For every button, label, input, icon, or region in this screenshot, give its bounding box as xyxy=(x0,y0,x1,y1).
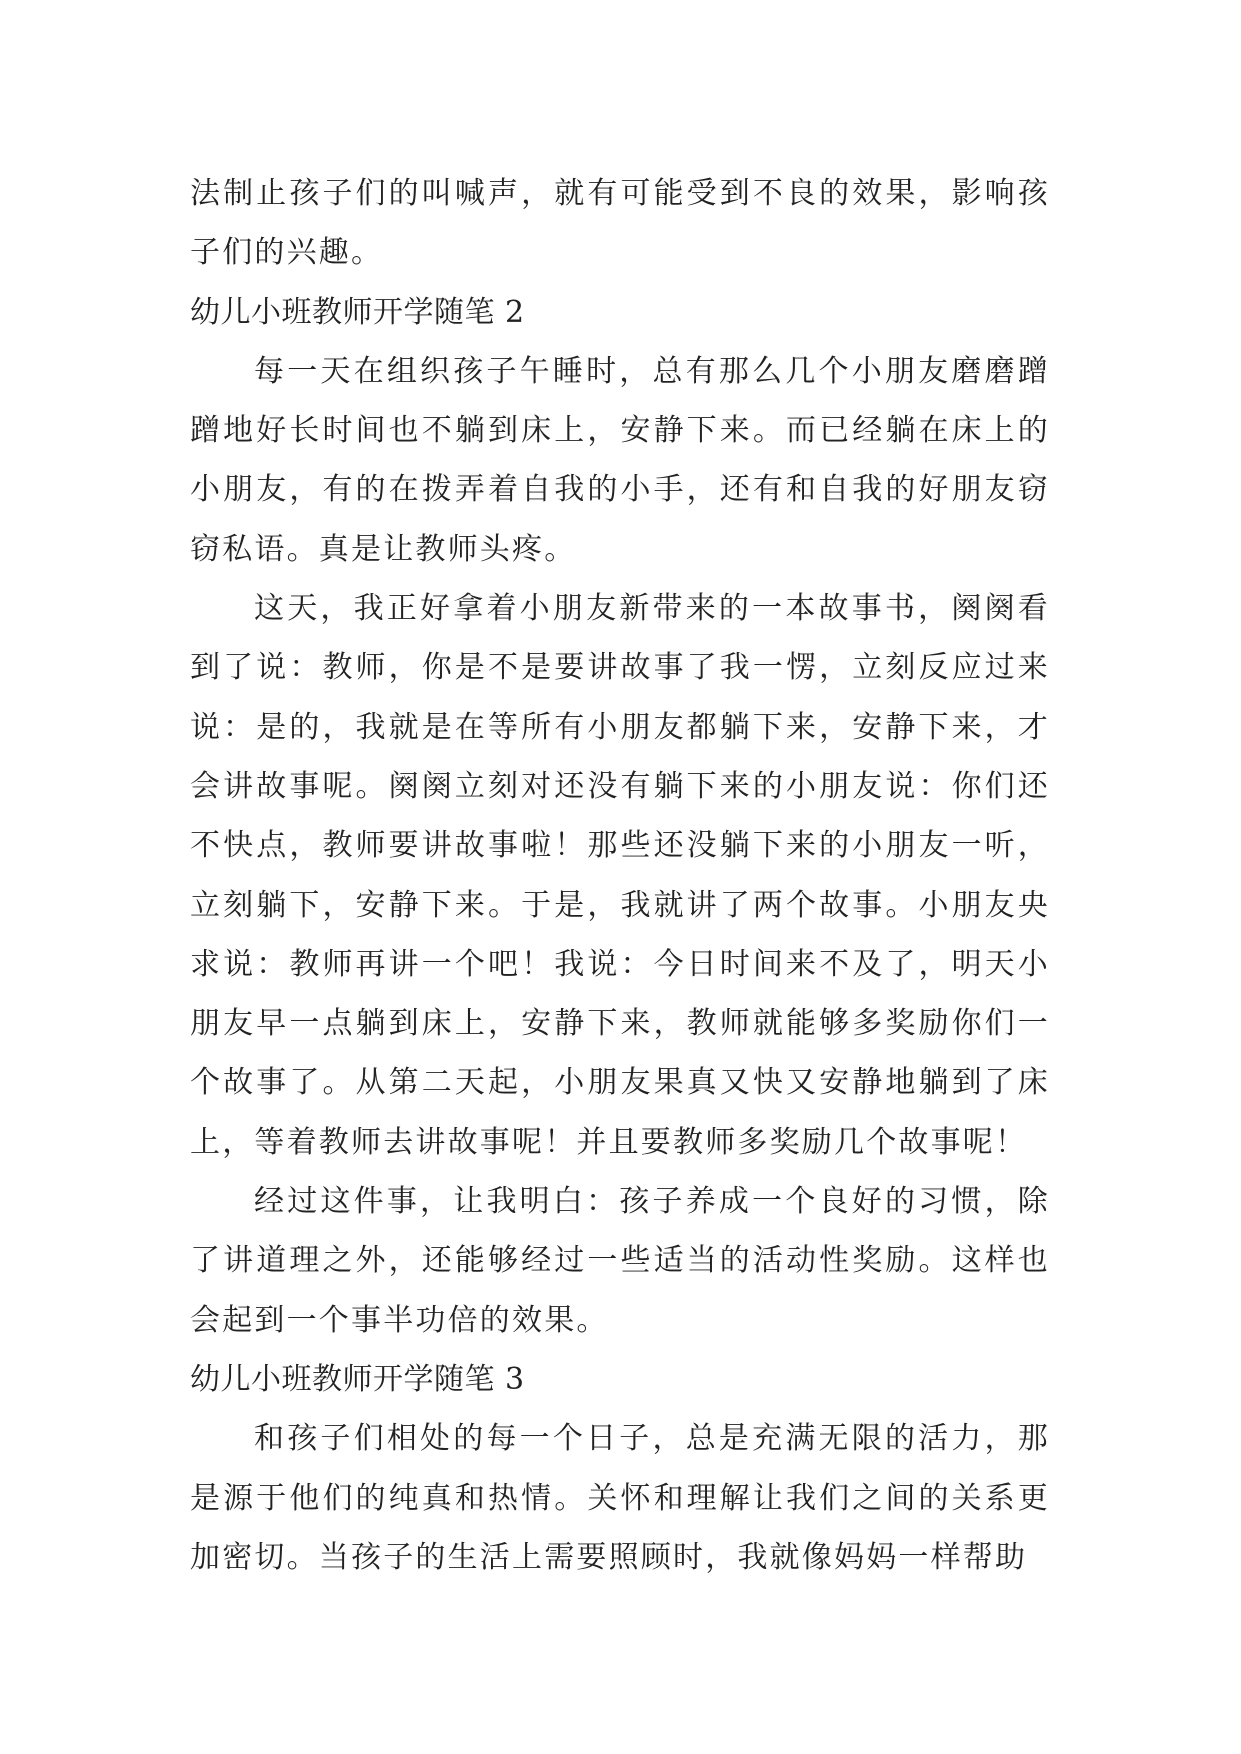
paragraph: 和孩子们相处的每一个日子，总是充满无限的活力，那是源于他们的纯真和热情。关怀和理解让我们之间的关系更加密切。当孩子的生活上需要照顾时，我就像妈妈一样帮助 xyxy=(190,1421,1050,1575)
paragraph: 经过这件事，让我明白：孩子养成一个良好的习惯，除了讲道理之外，还能够经过一些适当的活动性奖励。这样也会起到一个事半功倍的效果。 xyxy=(190,1184,1050,1338)
document-body xyxy=(190,164,1050,1587)
section-heading-3: 幼儿小班教师开学随笔 3 xyxy=(190,1361,525,1397)
paragraph: 每一天在组织孩子午睡时，总有那么几个小朋友磨磨蹭蹭地好长时间也不躺到床上，安静下来。而已经躺在床上的小朋友，有的在拨弄着自我的小手，还有和自我的好朋友窃窃私语。真是让教师头疼。 xyxy=(190,353,1050,567)
paragraph-continuation: 法制止孩子们的叫喊声，就有可能受到不良的效果，影响孩子们的兴趣。 xyxy=(190,176,1050,271)
section-heading-2: 幼儿小班教师开学随笔 2 xyxy=(190,294,525,330)
paragraph: 这天，我正好拿着小朋友新带来的一本故事书，阕阕看到了说：教师，你是不是要讲故事了我一愣，立刻反应过来说：是的，我就是在等所有小朋友都躺下来，安静下来，才会讲故事呢。阕阕立刻对还没有躺下来的小朋友说：你们还不快点，教师要讲故事啦！那些还没躺下来的小朋友一听，立刻躺下，安静下来。于是，我就讲了两个故事。小朋友央求说：教师再讲一个吧！我说：今日时间来不及了，明天小朋友早一点躺到床上，安静下来，教师就能够多奖励你们一个故事了。从第二天起，小朋友果真又快又安静地躺到了床上，等着教师去讲故事呢！并且要教师多奖励几个故事呢！ xyxy=(190,591,1050,1160)
